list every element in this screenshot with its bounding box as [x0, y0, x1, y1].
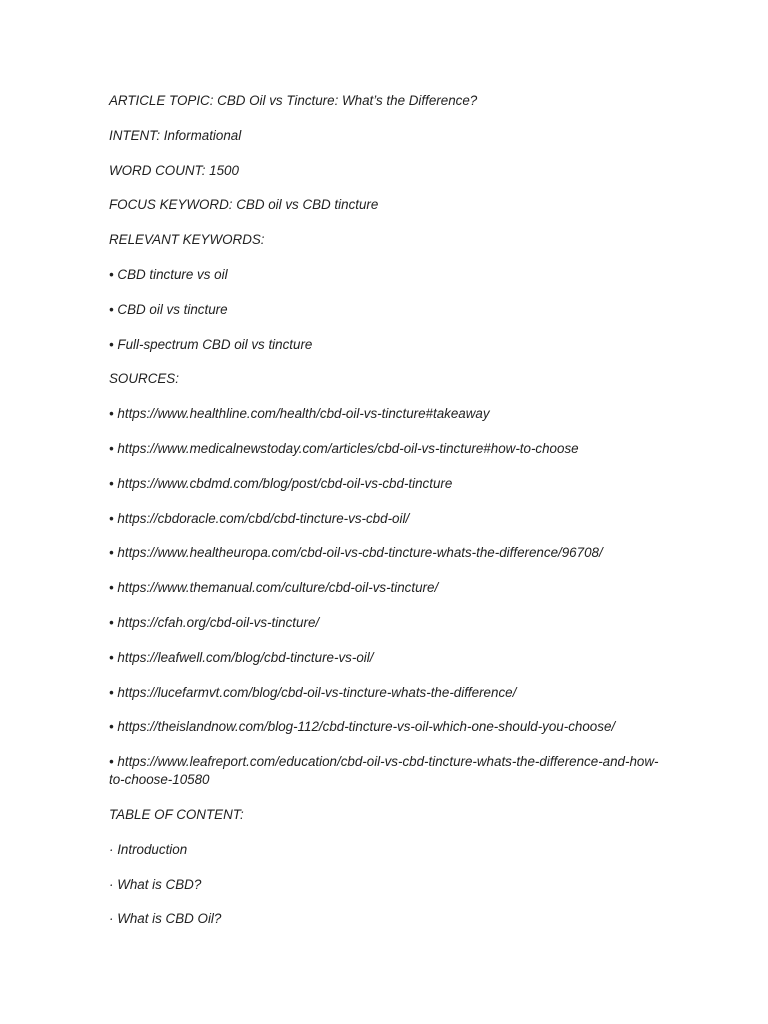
- toc-item: · Introduction: [109, 841, 669, 859]
- source-link: • https://leafwell.com/blog/cbd-tincture-vs-oil/: [109, 649, 669, 667]
- source-link: • https://lucefarmvt.com/blog/cbd-oil-vs-tincture-whats-the-difference/: [109, 684, 669, 702]
- toc-heading: TABLE OF CONTENT:: [109, 806, 244, 822]
- toc-item: · What is CBD Oil?: [109, 910, 669, 928]
- keyword-item: • CBD oil vs tincture: [109, 301, 669, 319]
- focus-keyword: FOCUS KEYWORD: CBD oil vs CBD tincture: [109, 197, 379, 213]
- source-link: • https://www.cbdmd.com/blog/post/cbd-oil-vs-cbd-tincture: [109, 475, 669, 493]
- keyword-item: • Full-spectrum CBD oil vs tincture: [109, 336, 669, 354]
- source-link: • https://cfah.org/cbd-oil-vs-tincture/: [109, 614, 669, 632]
- intent: INTENT: Informational: [109, 127, 242, 143]
- source-link: • https://www.themanual.com/culture/cbd-oil-vs-tincture/: [109, 579, 669, 597]
- document-page: [109, 92, 669, 945]
- toc-item: · What is CBD?: [109, 876, 669, 894]
- source-link: • https://www.healtheuropa.com/cbd-oil-vs-cbd-tincture-whats-the-difference/96708/: [109, 544, 669, 562]
- source-link: • https://www.leafreport.com/education/cbd-oil-vs-cbd-tincture-whats-the-difference-and-how-to-choose-10580: [109, 753, 669, 789]
- source-link: • https://cbdoracle.com/cbd/cbd-tincture-vs-cbd-oil/: [109, 510, 669, 528]
- source-link: • https://www.medicalnewstoday.com/articles/cbd-oil-vs-tincture#how-to-choose: [109, 440, 669, 458]
- source-link: • https://theislandnow.com/blog-112/cbd-tincture-vs-oil-which-one-should-you-choose/: [109, 718, 669, 736]
- article-topic: ARTICLE TOPIC: CBD Oil vs Tincture: What’s the Difference?: [109, 93, 478, 108]
- keyword-item: • CBD tincture vs oil: [109, 266, 669, 284]
- keywords-heading: RELEVANT KEYWORDS:: [109, 232, 265, 248]
- word-count: WORD COUNT: 1500: [109, 162, 239, 178]
- sources-heading: SOURCES:: [109, 371, 179, 387]
- source-link: • https://www.healthline.com/health/cbd-oil-vs-tincture#takeaway: [109, 405, 669, 423]
